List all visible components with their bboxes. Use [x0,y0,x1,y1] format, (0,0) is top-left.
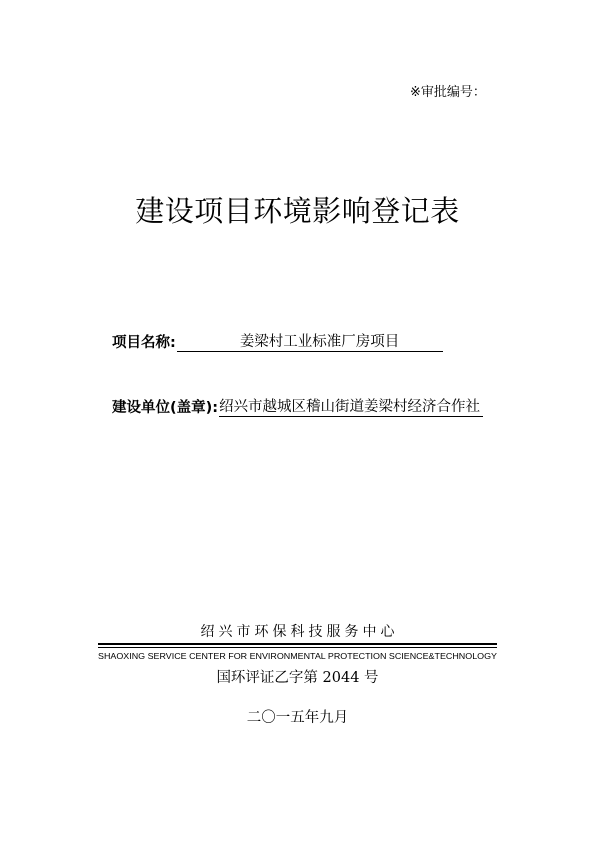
project-name-label: 项目名称: [112,335,176,351]
document-title: 建设项目环境影响登记表 [135,194,460,228]
approval-number-label: ※审批编号： [410,85,486,100]
certificate-number: 国环评证乙字第 2044 号 [216,670,379,686]
organization-name-cn: 绍兴市环保科技服务中心 [200,624,399,640]
construction-unit-label: 建设单位(盖章): [112,400,219,416]
project-name-row [112,334,443,352]
construction-unit-value: 绍兴市越城区稽山街道姜梁村经济合作社 [219,399,483,417]
construction-unit-row [112,399,483,417]
project-name-value: 姜梁村工业标准厂房项目 [177,334,443,352]
organization-name-en-graphic [98,650,497,662]
double-rule-bottom [98,647,497,648]
organization-name-en: SHAOXING SERVICE CENTER FOR ENVIRONMENTAL PROTECTION SCIENCE&TECHNOLOGY [98,651,497,661]
document-date: 二〇一五年九月 [246,710,349,726]
double-rule-top [98,643,497,645]
